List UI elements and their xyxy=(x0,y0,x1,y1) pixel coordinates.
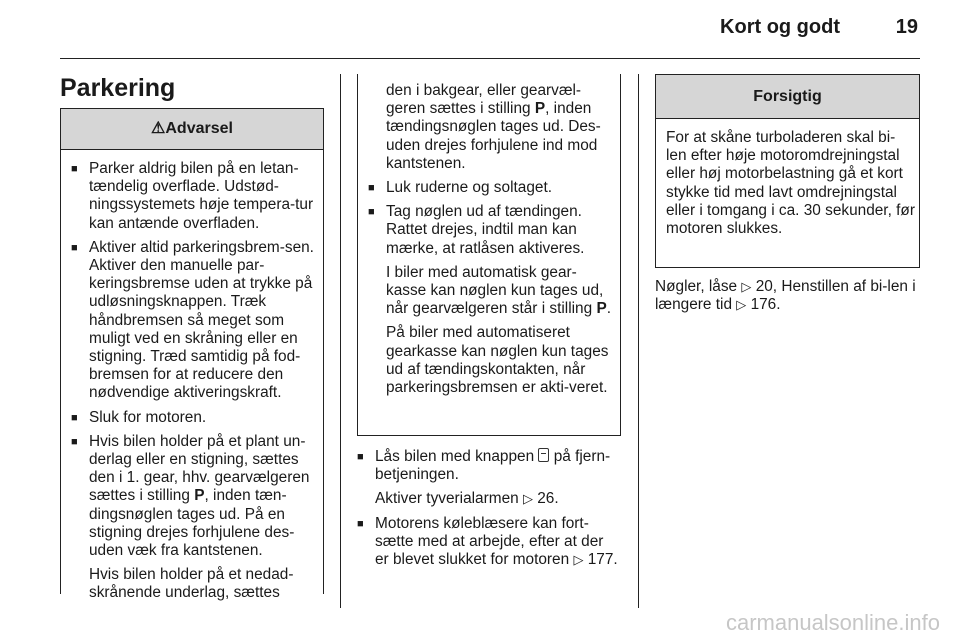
caution-body: For at skåne turboladeren skal bi-len efter høje motoromdrejningstal eller høj motorbelastning gå et kort stykke tid med lavt omdrejningstal eller i tomgang i ca. 30 sekunder, før motoren slukkes. xyxy=(666,129,915,238)
list-item: ■ Tag nøglen ud af tændingen. Rattet drejes, indtil man kan mærke, at ratlåsen aktiveres. xyxy=(368,203,612,258)
item-text: , inden tændingsnøglen tages ud. Des-uden drejes forhjulene ind mod kantstenen. xyxy=(386,100,601,172)
list-item-continuation: Hvis bilen holder på et nedad-skrånende underlag, sættes xyxy=(89,566,294,602)
list-item: ■ Parker aldrig bilen på en letan-tændelig overflade. Udstød-ningssystemets høje tempera-tur kan antænde overfladen. xyxy=(71,160,315,233)
item-text: den i bakgear, eller gearvæl-geren sættes i stilling xyxy=(386,82,582,118)
warning-box xyxy=(60,108,324,602)
gear-position: P xyxy=(596,300,607,318)
warning-box-continued xyxy=(357,74,621,436)
reference-text: Nøgler, låse xyxy=(655,278,742,295)
header-rule xyxy=(60,58,920,59)
page-reference[interactable]: 177. xyxy=(587,551,618,569)
main-list xyxy=(357,448,621,569)
warning-title: Advarsel xyxy=(165,120,233,137)
main-list-block xyxy=(357,448,621,575)
cross-references xyxy=(655,278,917,314)
warning-list-continued xyxy=(368,82,612,397)
list-item xyxy=(357,515,621,570)
page-reference-arrow-icon: ▷ xyxy=(522,491,533,507)
lock-button-icon xyxy=(538,448,549,462)
warning-list xyxy=(71,160,315,603)
column-divider-2 xyxy=(638,74,639,608)
column-divider-1 xyxy=(340,74,341,608)
list-item-continuation xyxy=(357,490,621,508)
page-number: 19 xyxy=(895,16,918,38)
item-text: . xyxy=(606,300,611,318)
gear-position: P xyxy=(534,100,546,118)
gear-position: P xyxy=(194,487,205,505)
section-title: Parkering xyxy=(60,74,176,102)
warning-box-header xyxy=(61,109,323,150)
item-text: Aktiver tyverialarmen xyxy=(375,490,523,508)
page-reference[interactable]: 20, Henstillen af bi-len i længere tid xyxy=(655,278,916,314)
item-text: på fjern-betjeningen. xyxy=(375,448,611,484)
caution-box xyxy=(655,74,920,268)
item-text: I biler med automatisk gear-kasse kan nøglen kun tages ud, når gearvælgeren står i stilling xyxy=(386,263,604,318)
page-reference[interactable]: 176. xyxy=(750,296,781,314)
page-reference-arrow-icon: ▷ xyxy=(736,297,747,313)
item-text: Lås bilen med knappen xyxy=(375,448,539,465)
list-item xyxy=(71,433,315,560)
page-reference-arrow-icon: ▷ xyxy=(573,552,584,568)
warning-body xyxy=(61,150,323,603)
page-reference[interactable]: 26. xyxy=(537,490,559,508)
watermark: carmanualsonline.info xyxy=(725,610,940,635)
warning-triangle-icon: ⚠ xyxy=(151,120,166,137)
list-item: ■ Aktiver altid parkeringsbrem-sen. Aktiver den manuelle par-keringsbremse uden at trykke på udløsningsknappen. Træk håndbremsen så meget som muligt ved en skråning eller en stigning. Træd samtidig på fod-bremsen for at reducere den nødvendige aktiveringskraft. xyxy=(71,239,315,403)
item-text: Hvis bilen holder på et plant un-derlag eller en stigning, sættes den i 1. gear, hhv. gearvælgeren sættes i stilling xyxy=(89,432,310,505)
list-item: ■ Sluk for motoren. xyxy=(71,409,315,427)
page-reference-arrow-icon: ▷ xyxy=(741,279,752,294)
warning-body-continued xyxy=(358,74,620,397)
caution-box-header: Forsigtig xyxy=(656,75,919,119)
list-item xyxy=(357,448,621,484)
item-text: , inden tæn-dingsnøglen tages ud. På en stigning drejes forhjulene des-uden væk fra kantstenen. xyxy=(89,487,295,560)
list-item-continuation: På biler med automatiseret gearkasse kan nøglen kun tages ud af tændingskontakten, når parkeringsbremsen er akti-veret. xyxy=(386,324,609,397)
item-text: Motorens køleblæsere kan fort-sætte med at arbejde, efter at der er blevet slukket for motoren xyxy=(375,514,604,569)
header-title: Kort og godt xyxy=(720,16,840,38)
list-item: ■ Luk ruderne og soltaget. xyxy=(368,179,612,197)
list-item-continuation xyxy=(368,264,612,319)
list-item-continuation xyxy=(368,82,612,173)
